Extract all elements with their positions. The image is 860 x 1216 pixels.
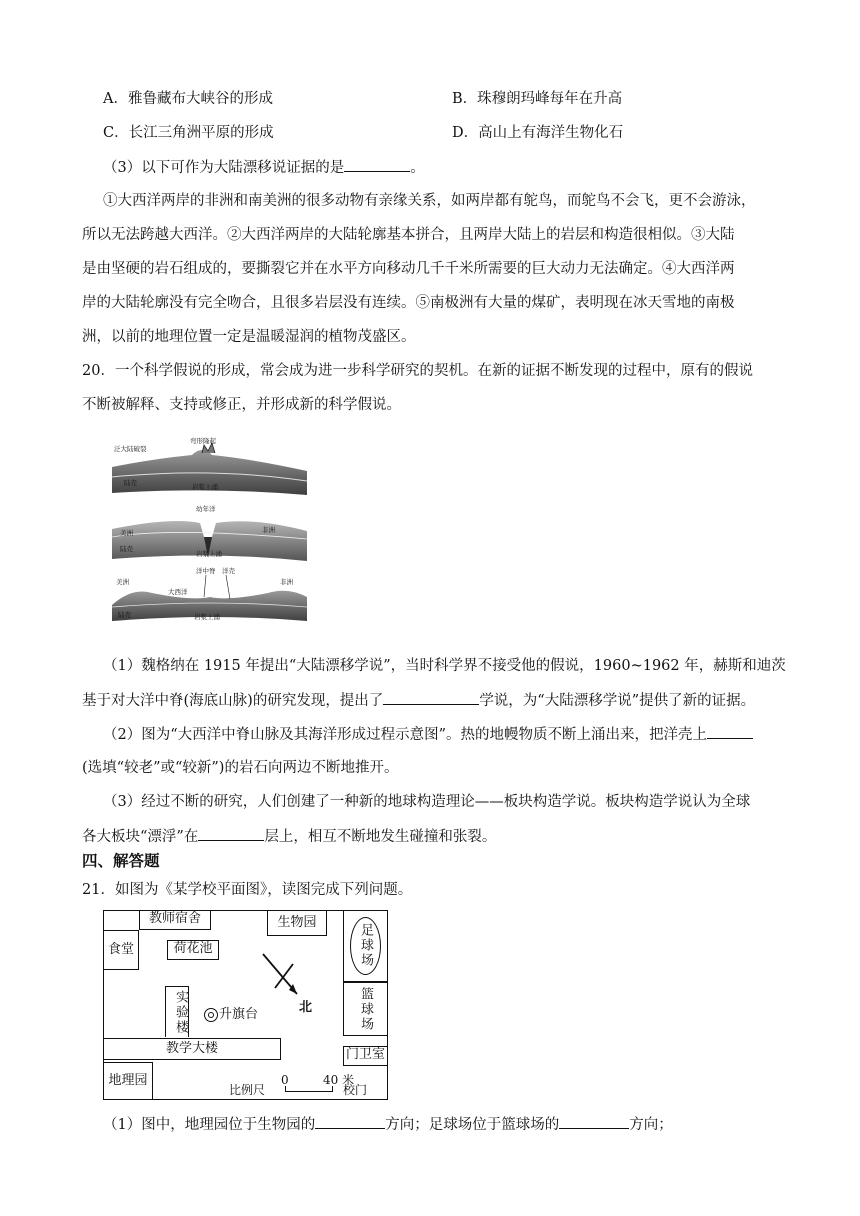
answer-blank[interactable] [344,157,410,172]
map-scale-label: 比例尺 [229,1083,266,1097]
answer-blank[interactable] [315,1114,385,1129]
label-crust: 陆壳 [120,545,133,553]
q20-2-line: (选填“较老”或“较新”)的岩石向两边不断地推开。 [82,760,399,776]
map-canteen: 食堂 [103,930,139,970]
evidence-line: 洲，以前的地理位置一定是温暖湿润的植物茂盛区。 [82,329,416,345]
map-guard: 门卫室 [343,1046,388,1066]
q21-1-text-mid: 方向；足球场位于篮球场的 [385,1117,560,1133]
label-ridge: 洋中脊 [196,567,216,575]
q20-intro-line: 20．一个科学假说的形成，常会成为进一步科学研究的契机。在新的证据不断发现的过程中，原有的假说 [82,363,753,379]
map-flag: 升旗台 [219,1007,259,1022]
q20-2-text: （2）图为“大西洋中脊山脉及其海洋形成过程示意图”。热的地幔物质不断上涌出来，把洋壳上 [103,727,708,743]
q20-intro-line: 不断被解释、支持或修正，并形成新的科学假说。 [82,397,401,413]
q21-intro: 21．如图为《某学校平面图》，读图完成下列问题。 [82,882,413,898]
label-atlantic: 大西洋 [168,588,188,596]
answer-blank[interactable] [198,826,264,841]
map-teaching: 教学大楼 [103,1038,281,1060]
map-football: 足球场 [358,922,373,968]
map-geo-garden: 地理园 [103,1062,153,1100]
q19-3-prompt-text: （3）以下可作为大陆漂移说证据的是 [103,160,345,176]
q20-1-text: 基于对大洋中脊(海底山脉)的研究发现，提出了 [82,693,384,709]
q21-1-text-end: 方向； [629,1117,673,1133]
map-dorm: 教师宿舍 [139,910,211,930]
map-gate: 校门 [343,1083,368,1097]
map-lab: 实验楼 [165,986,189,1037]
q20-1-line: （1）魏格纳在 1915 年提出“大陆漂移学说”，当时科学界不接受他的假说，1960~1962 年，赫斯和迪茨 [103,658,786,674]
label-magma: 岩浆上涌 [196,550,222,558]
label-america: 美洲 [116,578,129,586]
answer-blank[interactable] [707,724,753,739]
map-scale-zero: 0 [281,1073,289,1087]
label-crust: 陆壳 [118,611,131,619]
q20-1-text-end: 学说，为“大陆漂移学说”提供了新的证据。 [479,693,756,709]
evidence-line: 是由坚硬的岩石组成的，要撕裂它并在水平方向移动几千千米所需要的巨大动力无法确定。④大西洋两 [82,261,735,277]
label-crust: 陆壳 [124,479,137,487]
q20-3-text-end: 层上，相互不断地发生碰撞和张裂。 [264,829,497,845]
map-football-box [343,910,388,982]
evidence-line: 所以无法跨越大西洋。②大西洋两岸的大陆轮廓基本拼合，且两岸大陆上的岩层和构造很相似。③大陆 [82,227,735,243]
option-a: A．雅鲁藏布大峡谷的形成 [103,91,273,107]
stage-breakup [112,437,307,495]
q21-1-text: （1）图中，地理园位于生物园的 [103,1117,316,1133]
q20-3-line: （3）经过不断的研究，人们创建了一种新的地球构造理论——板块构造学说。板块构造学说认为全球 [103,794,751,810]
stage-young-ocean [112,504,307,561]
label-america: 美洲 [120,529,133,537]
label-ocean-crust: 洋壳 [222,567,235,575]
flag-icon [204,1008,218,1022]
label-young-ocean: 幼年洋 [196,505,216,513]
q20-1-line [82,690,755,711]
map-basketball: 篮球场 [343,982,388,1036]
map-garden: 生物园 [267,910,327,936]
section-heading: 四、解答题 [82,852,160,870]
q19-3-prompt [103,157,425,178]
evidence-line: ①大西洋两岸的非洲和南美洲的很多动物有亲缘关系，如两岸都有鸵鸟，而鸵鸟不会飞，更不会游泳， [103,193,756,209]
ocean-formation-diagram [112,437,312,625]
label-africa: 非洲 [262,526,275,534]
answer-blank[interactable] [383,690,479,705]
q20-3-line [82,826,496,847]
label-magma: 岩浆上涌 [194,613,220,621]
stage-atlantic [112,566,307,621]
evidence-line: 岸的大陆轮廓没有完全吻合，且很多岩层没有连续。⑤南极洲有大量的煤矿，表明现在冰天雪地的南极 [82,295,735,311]
map-pond: 荷花池 [167,940,219,960]
map-scale-value: 40 米 [323,1073,355,1087]
q19-3-prompt-end: 。 [410,160,425,176]
label-uplift: 弯形隆起 [190,437,216,445]
map-north: 北 [299,1000,313,1015]
answer-blank[interactable] [559,1114,629,1129]
label-magma: 岩浆上涌 [192,483,218,491]
q21-1-line [103,1114,673,1135]
label-breakup: 泛大陆破裂 [114,445,147,453]
option-d: D．高山上有海洋生物化石 [452,125,624,141]
school-map [103,910,388,1100]
option-c: C．长江三角洲平原的形成 [103,125,274,141]
option-b: B．珠穆朗玛峰每年在升高 [452,91,623,107]
label-africa: 非洲 [280,578,293,586]
q20-2-line [103,724,753,745]
q20-3-text: 各大板块“漂浮”在 [82,829,199,845]
